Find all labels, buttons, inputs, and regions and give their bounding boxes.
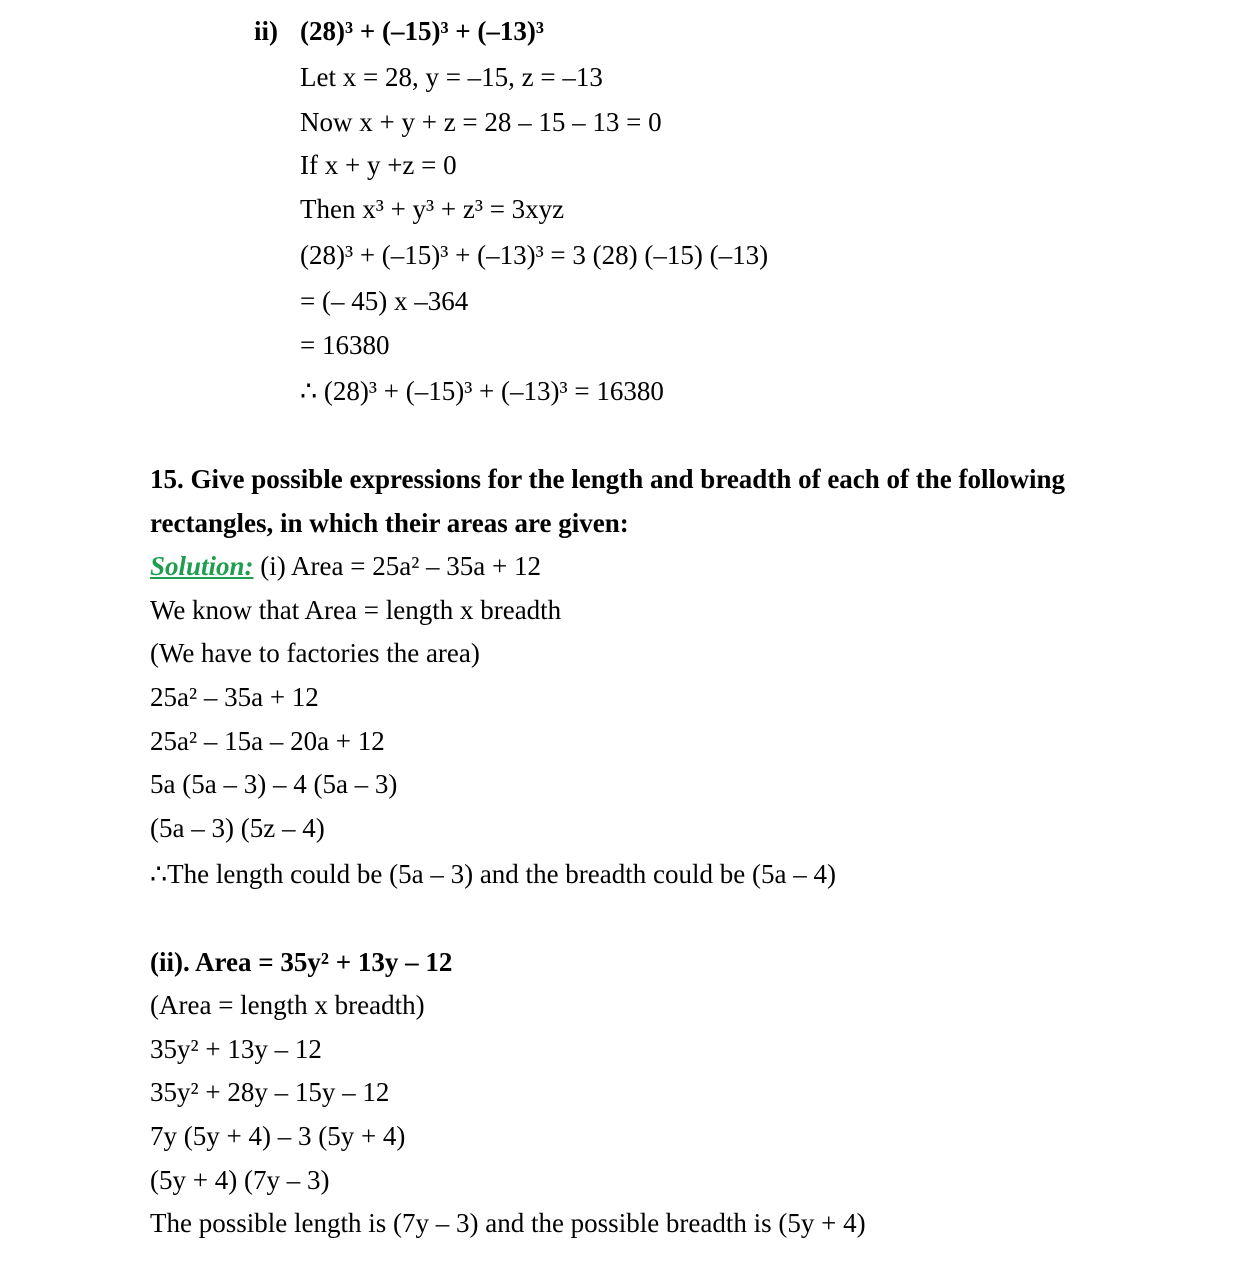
part-ii-heading: (28)³ + (–15)³ + (–13)³ <box>300 16 545 46</box>
part-ii-area-line: 35y² + 13y – 12 <box>150 1034 322 1064</box>
part-ii-area-line: (5y + 4) (7y – 3) <box>150 1165 330 1195</box>
part-ii-line: = (– 45) x –364 <box>300 286 469 316</box>
part-ii-line: Then x³ + y³ + z³ = 3xyz <box>300 194 565 224</box>
part-ii-area-line: 7y (5y + 4) – 3 (5y + 4) <box>150 1121 406 1151</box>
part-i-line: We know that Area = length x breadth <box>150 595 562 625</box>
part-ii-line: = 16380 <box>300 330 390 360</box>
part-ii-line: Let x = 28, y = –15, z = –13 <box>300 62 603 92</box>
part-i-line: (We have to factories the area) <box>150 638 480 668</box>
question-15-line1: 15. Give possible expressions for the length and breadth of each of the following <box>150 464 1066 494</box>
part-i-intro: (i) Area = 25a² – 35a + 12 <box>253 551 542 581</box>
part-ii-conclusion: ∴ (28)³ + (–15)³ + (–13)³ = 16380 <box>300 376 664 406</box>
part-ii-line: (28)³ + (–15)³ + (–13)³ = 3 (28) (–15) (–13) <box>300 240 769 270</box>
question-15-line2: rectangles, in which their areas are given: <box>150 508 629 538</box>
part-ii-line: If x + y +z = 0 <box>300 150 457 180</box>
part-i-line: 25a² – 35a + 12 <box>150 682 319 712</box>
part-i-conclusion: ∴The length could be (5a – 3) and the breadth could be (5a – 4) <box>150 859 836 889</box>
part-i-line: (5a – 3) (5z – 4) <box>150 813 325 843</box>
solution-label: Solution: <box>150 551 254 581</box>
part-ii-label: ii) <box>254 16 278 46</box>
part-ii-area-line: 35y² + 28y – 15y – 12 <box>150 1077 390 1107</box>
part-ii-area-conclusion: The possible length is (7y – 3) and the possible breadth is (5y + 4) <box>150 1208 866 1238</box>
solution-line <box>150 551 541 581</box>
part-ii-line: Now x + y + z = 28 – 15 – 13 = 0 <box>300 107 662 137</box>
part-ii-area-heading: (ii). Area = 35y² + 13y – 12 <box>150 947 453 977</box>
part-i-line: 25a² – 15a – 20a + 12 <box>150 726 385 756</box>
part-ii-area-line: (Area = length x breadth) <box>150 990 425 1020</box>
part-i-line: 5a (5a – 3) – 4 (5a – 3) <box>150 769 398 799</box>
